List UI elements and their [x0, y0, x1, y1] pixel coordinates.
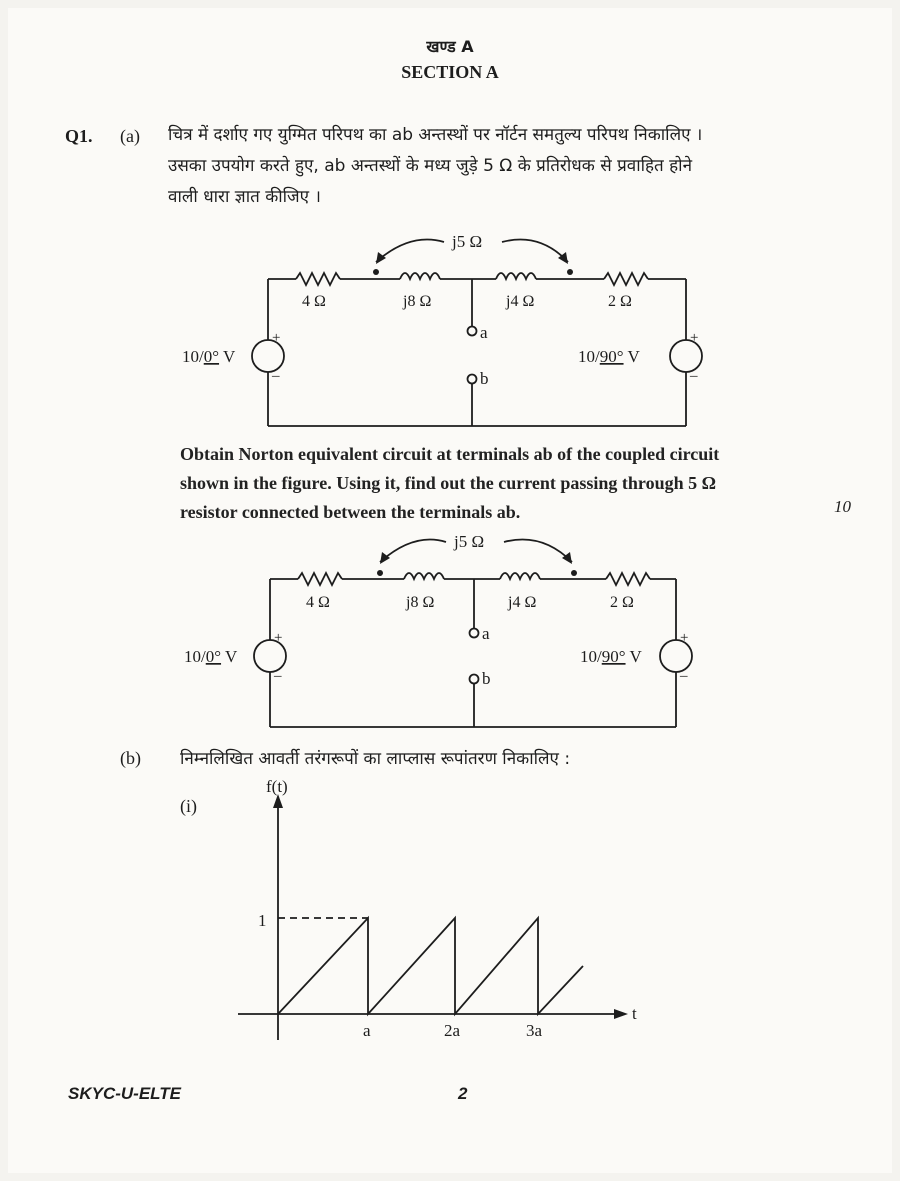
inductor-label: j4 Ω — [506, 293, 535, 310]
terminal-b-label: b — [482, 669, 491, 688]
inductor-label: j4 Ω — [508, 594, 537, 611]
x-tick-label: 3a — [526, 1021, 543, 1040]
x-tick-label: a — [363, 1021, 371, 1040]
minus-sign: – — [680, 668, 688, 684]
plus-sign: + — [680, 630, 689, 646]
source-left-label: 10/0° V — [182, 347, 236, 366]
source-magnitude: 10 — [580, 647, 597, 666]
resistor-label: 2 Ω — [610, 594, 634, 611]
inductor-label: j8 Ω — [406, 594, 435, 611]
source-angle: 90° — [599, 347, 624, 366]
source-angle: 90° — [601, 647, 626, 666]
english-line: resistor connected between the terminals ab. — [180, 502, 521, 522]
source-unit: V — [223, 347, 236, 366]
page-number: 2 — [458, 1084, 468, 1103]
source-angle: 0° — [203, 347, 220, 366]
hindi-line: चित्र में दर्शाए गए युग्मित परिपथ का ab अन्तस्थों पर नॉर्टन समतुल्य परिपथ निकालिए । — [168, 125, 703, 145]
plus-sign: + — [690, 330, 699, 346]
minus-sign: – — [690, 368, 698, 384]
source-unit: V — [629, 647, 642, 666]
minus-sign: – — [274, 668, 282, 684]
resistor-label: 2 Ω — [608, 293, 632, 310]
mutual-inductance-label: j5 Ω — [452, 232, 483, 251]
terminal-b-label: b — [480, 369, 489, 388]
terminal-a-label: a — [482, 624, 490, 643]
section-title: SECTION A — [401, 62, 499, 82]
english-line: Obtain Norton equivalent circuit at terminals ab of the coupled circuit — [180, 444, 720, 464]
hindi-line: वाली धारा ज्ञात कीजिए । — [168, 187, 321, 207]
plus-sign: + — [272, 330, 281, 346]
resistor-label: 4 Ω — [306, 594, 330, 611]
y-tick-label: 1 — [258, 911, 267, 930]
source-angle: 0° — [205, 647, 222, 666]
source-left-label: 10/0° V — [184, 647, 238, 666]
hindi-line: उसका उपयोग करते हुए, ab अन्तस्थों के मध्य जुड़े 5 Ω के प्रतिरोधक से प्रवाहित होने — [168, 156, 693, 176]
plus-sign: + — [274, 630, 283, 646]
english-line: shown in the figure. Using it, find out the current passing through 5 Ω — [180, 473, 717, 493]
source-right-label: 10/90° V — [578, 347, 640, 366]
sub-part-label: (i) — [180, 796, 197, 816]
paper-code: SKYC-U-ELTE — [68, 1084, 182, 1103]
part-a-label: (a) — [120, 126, 140, 146]
question-number: Q1. — [65, 126, 93, 146]
source-magnitude: 10 — [578, 347, 595, 366]
marks: 10 — [834, 497, 851, 516]
part-b-hindi-text: निम्नलिखित आवर्ती तरंगरूपों का लाप्लास रूपांतरण निकालिए : — [180, 749, 571, 769]
inductor-label: j8 Ω — [403, 293, 432, 310]
minus-sign: – — [272, 368, 280, 384]
source-right-label: 10/90° V — [580, 647, 642, 666]
source-magnitude: 10 — [184, 647, 201, 666]
mutual-inductance-label: j5 Ω — [454, 532, 485, 551]
resistor-label: 4 Ω — [302, 293, 326, 310]
x-tick-label: 2a — [444, 1021, 461, 1040]
x-axis-label: t — [632, 1004, 637, 1023]
section-title-hindi: खण्ड A — [426, 37, 474, 56]
part-b-label: (b) — [120, 748, 141, 768]
terminal-a-label: a — [480, 323, 488, 342]
source-unit: V — [627, 347, 640, 366]
y-axis-label: f(t) — [266, 777, 288, 796]
source-magnitude: 10 — [182, 347, 199, 366]
source-unit: V — [225, 647, 238, 666]
